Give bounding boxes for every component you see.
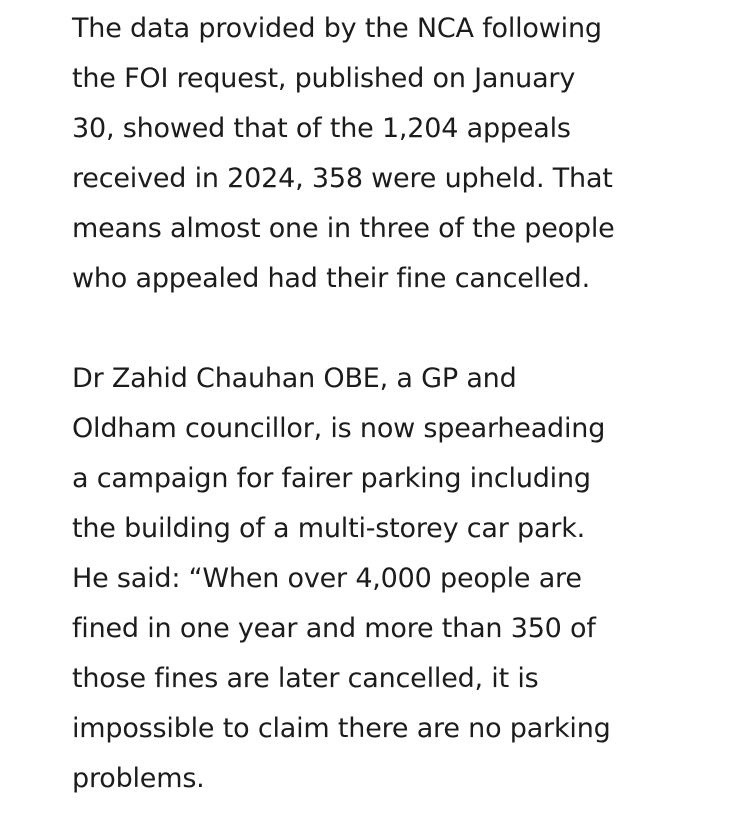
- text-line: who appealed had their fine cancelled.: [72, 263, 590, 294]
- text-line: Dr Zahid Chauhan OBE, a GP and: [72, 363, 517, 394]
- text-line: 30, showed that of the 1,204 appeals: [72, 113, 571, 144]
- text-line: received in 2024, 358 were upheld. That: [72, 163, 613, 194]
- article-body: [72, 4, 712, 804]
- text-line: fined in one year and more than 350 of: [72, 613, 596, 644]
- paragraph-nca-data: [72, 4, 712, 304]
- text-line: The data provided by the NCA following: [72, 13, 602, 44]
- text-line: impossible to claim there are no parking: [72, 713, 611, 744]
- text-line: a campaign for fairer parking including: [72, 463, 591, 494]
- text-line: the FOI request, published on January: [72, 63, 576, 94]
- paragraph-councillor-quote: [72, 354, 712, 804]
- text-line: means almost one in three of the people: [72, 213, 615, 244]
- text-line: He said: “When over 4,000 people are: [72, 563, 582, 594]
- text-line: the building of a multi-storey car park.: [72, 513, 586, 544]
- text-line: those fines are later cancelled, it is: [72, 663, 539, 694]
- text-line: problems.: [72, 763, 205, 794]
- text-line: Oldham councillor, is now spearheading: [72, 413, 606, 444]
